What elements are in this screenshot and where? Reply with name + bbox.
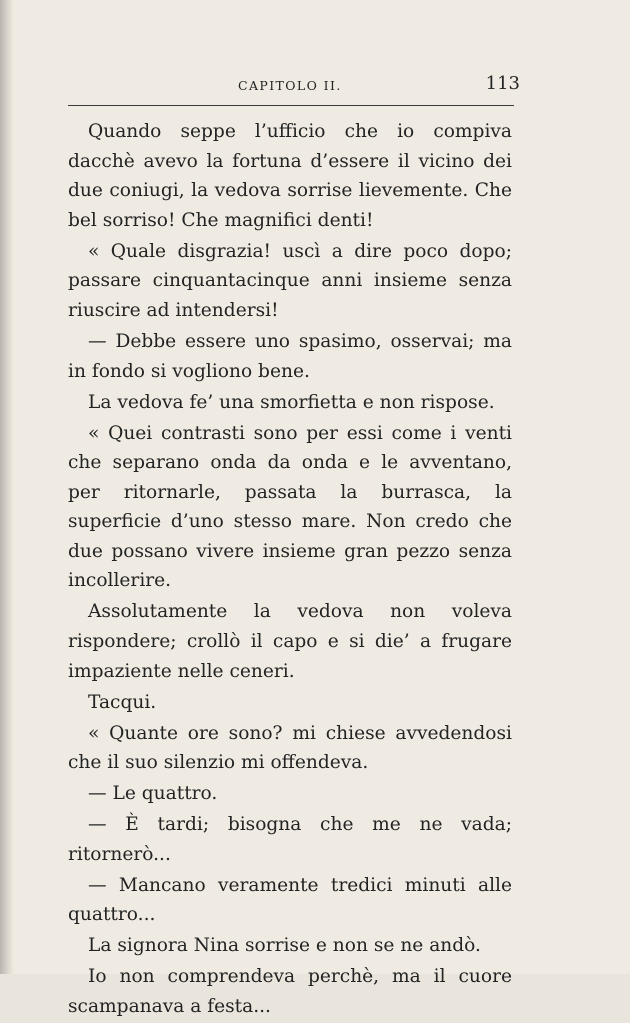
body-text bbox=[68, 117, 512, 1023]
paragraph: La signora Nina sorrise e non se ne andò. bbox=[88, 935, 481, 957]
paragraph: Quando seppe l’ufficio che io compiva dacchè avevo la fortuna d’essere il vicino dei due coniugi, la vedova sorrise lievemente. Che bel sorriso! Che magnifici denti! bbox=[68, 121, 512, 231]
paragraph: Io non comprendeva perchè, ma il cuore scampanava a festa... bbox=[68, 966, 512, 1017]
paragraph: « Quei contrasti sono per essi come i venti che separano onda da onda e le avventano, per ritornarle, passata la burrasca, la superficie d’uno stesso mare. Non credo che due possano vivere insieme gran pezzo senza incollerire. bbox=[68, 422, 512, 592]
running-head bbox=[70, 73, 520, 98]
paragraph: — È tardi; bisogna che me ne vada; ritornerò... bbox=[68, 814, 512, 865]
paragraph: — Debbe essere uno spasimo, osservai; ma in fondo si vogliono bene. bbox=[68, 330, 512, 382]
paragraph: « Quale disgrazia! uscì a dire poco dopo; passare cinquantacinque anni insieme senza riuscire ad intendersi! bbox=[68, 240, 512, 321]
paragraph: « Quante ore sono? mi chiese avvedendosi che il suo silenzio mi offendeva. bbox=[68, 722, 512, 774]
page-gutter-shadow bbox=[0, 0, 14, 974]
paragraph: — Mancano veramente tredici minuti alle quattro... bbox=[68, 874, 512, 926]
paragraph: La vedova fe’ una smorfietta e non rispose. bbox=[88, 391, 495, 413]
paragraph: — Le quattro. bbox=[88, 783, 218, 805]
chapter-title: CAPITOLO II. bbox=[238, 78, 342, 93]
paragraph: Tacqui. bbox=[88, 691, 157, 713]
paragraph: Assolutamente la vedova non voleva rispondere; crollò il capo e si die’ a frugare impaziente nelle ceneri. bbox=[68, 601, 512, 682]
page-number: 113 bbox=[485, 73, 520, 94]
header-rule bbox=[68, 105, 514, 106]
